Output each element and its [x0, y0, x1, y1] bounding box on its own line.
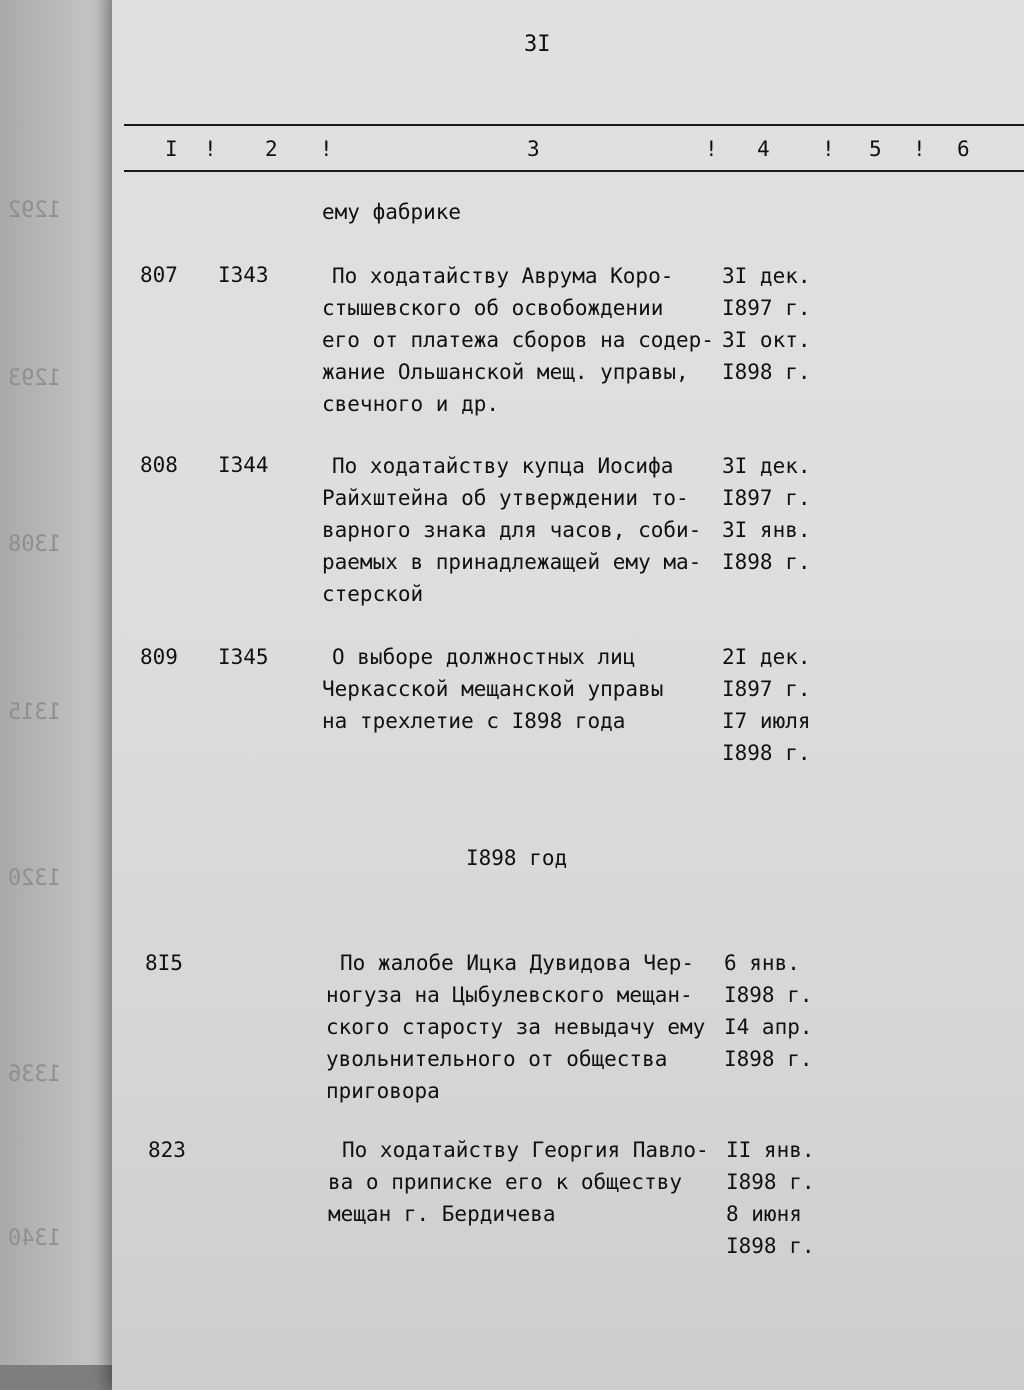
- col-5-header: 5: [869, 137, 882, 161]
- col-separator: !: [204, 137, 217, 161]
- entry-date-line: 2I дек.: [722, 645, 811, 669]
- entry-date-line: I897 г.: [722, 677, 811, 701]
- entry-description-line: на трехлетие с I898 года: [322, 709, 626, 733]
- prev-page-number: 1315: [8, 700, 61, 725]
- entry-description-line: По жалобе Ицка Дувидова Чер-: [340, 951, 695, 975]
- entry-number: 807: [140, 263, 178, 287]
- entry-description-line: О выборе должностных лиц: [332, 645, 636, 669]
- entry-description-line: жание Ольшанской мещ. управы,: [322, 360, 689, 384]
- entry-description-line: его от платежа сборов на содер-: [322, 328, 714, 352]
- prev-page-number: 1293: [8, 366, 61, 391]
- col-separator: !: [822, 137, 835, 161]
- entry-description-line: раемых в принадлежащей ему ма-: [322, 550, 702, 574]
- entry-description-line: увольнительного от общества: [326, 1047, 668, 1071]
- col-separator: !: [705, 137, 718, 161]
- entry-date-line: I897 г.: [722, 486, 811, 510]
- entry-number: 808: [140, 453, 178, 477]
- entry-date-line: I898 г.: [724, 1047, 813, 1071]
- entry-date-line: I4 апр.: [724, 1015, 813, 1039]
- entry-description-line: По ходатайству Аврума Коро-: [332, 264, 674, 288]
- page-number: 3I: [524, 32, 551, 57]
- entry-description-line: ского старосту за невыдачу ему: [326, 1015, 706, 1039]
- entry-description-line: Черкасской мещанской управы: [322, 677, 664, 701]
- entry-reference: I344: [218, 453, 269, 477]
- entry-date-line: I898 г.: [726, 1170, 815, 1194]
- col-6-header: 6: [957, 137, 970, 161]
- entry-date-line: I7 июля: [722, 709, 811, 733]
- entry-date-line: II янв.: [726, 1138, 815, 1162]
- col-separator: !: [320, 137, 333, 161]
- entry-description-line: приговора: [326, 1079, 440, 1103]
- entry-date-line: 3I окт.: [722, 328, 811, 352]
- entry-description-line: ва о приписке его к обществу: [328, 1170, 683, 1194]
- entry-date-line: 3I дек.: [722, 454, 811, 478]
- entry-number: 809: [140, 645, 178, 669]
- entry-reference: I345: [218, 645, 269, 669]
- header-bottom-rule: [124, 170, 1024, 172]
- col-separator: !: [913, 137, 926, 161]
- col-3-header: 3: [527, 137, 540, 161]
- entry-description-line: По ходатайству купца Иосифа: [332, 454, 674, 478]
- prev-page-number: 1308: [8, 532, 61, 557]
- entry-date-line: 3I дек.: [722, 264, 811, 288]
- prev-page-number: 1320: [8, 866, 61, 891]
- entry-reference: I343: [218, 263, 269, 287]
- prev-page-number: 1336: [8, 1062, 61, 1087]
- continuation-text: ему фабрике: [322, 200, 462, 224]
- entry-date-line: I898 г.: [724, 983, 813, 1007]
- entry-date-line: I898 г.: [722, 360, 811, 384]
- entry-date-line: I898 г.: [722, 741, 811, 765]
- entry-description-line: стерской: [322, 582, 424, 606]
- entry-number: 8I5: [145, 951, 183, 975]
- entry-description-line: По ходатайству Георгия Павло-: [342, 1138, 709, 1162]
- entry-date-line: I897 г.: [722, 296, 811, 320]
- prev-page-number: 1340: [8, 1226, 61, 1251]
- entry-number: 823: [148, 1138, 186, 1162]
- header-top-rule: [124, 124, 1024, 126]
- prev-page-number: 1292: [8, 198, 61, 223]
- entry-description-line: стышевского об освобождении: [322, 296, 664, 320]
- entry-description-line: варного знака для часов, соби-: [322, 518, 702, 542]
- entry-date-line: I898 г.: [722, 550, 811, 574]
- entry-description-line: мещан г. Бердичева: [328, 1202, 556, 1226]
- year-heading: I898 год: [466, 846, 568, 870]
- entry-description-line: Райхштейна об утверждении то-: [322, 486, 689, 510]
- col-2-header: 2: [265, 137, 278, 161]
- entry-date-line: 8 июня: [726, 1202, 802, 1226]
- entry-description-line: ногуза на Цыбулевского мещан-: [326, 983, 693, 1007]
- entry-date-line: 6 янв.: [724, 951, 800, 975]
- entry-date-line: 3I янв.: [722, 518, 811, 542]
- entry-description-line: свечного и др.: [322, 392, 500, 416]
- col-4-header: 4: [757, 137, 770, 161]
- col-1-header: I: [165, 137, 178, 161]
- entry-date-line: I898 г.: [726, 1234, 815, 1258]
